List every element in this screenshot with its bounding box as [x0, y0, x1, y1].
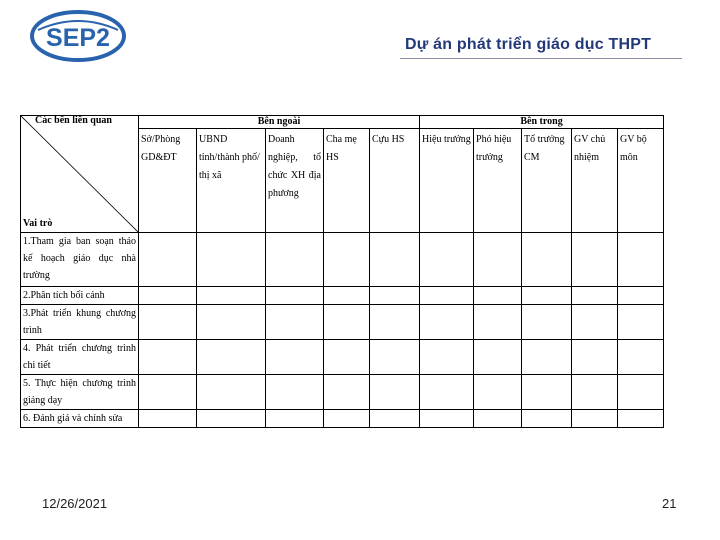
column-header: UBND tỉnh/thành phố/ thị xã — [197, 129, 266, 233]
page-number: 21 — [662, 496, 677, 511]
table-row — [21, 233, 664, 287]
column-header: Phó hiệu trưởng — [474, 129, 522, 233]
sep2-logo — [30, 10, 126, 62]
column-header: GV chủ nhiệm — [572, 129, 618, 233]
corner-header-cell — [21, 116, 139, 233]
project-title: Dự án phát triển giáo dục THPT — [405, 36, 652, 53]
table-row — [21, 410, 664, 428]
corner-label-stakeholders: Các bên liên quan — [35, 115, 112, 126]
row-label: 1.Tham gia ban soạn thảo kế hoạch giáo dục nhà trường — [21, 233, 139, 287]
column-header: Cựu HS — [370, 129, 420, 233]
row-label: 4. Phát triển chương trình chi tiết — [21, 340, 139, 375]
row-label: 5. Thực hiện chương trình giảng dạy — [21, 375, 139, 410]
group-header-outside: Bên ngoài — [139, 116, 420, 129]
stakeholder-role-table — [20, 115, 664, 428]
column-header: GV bộ môn — [618, 129, 664, 233]
corner-label-roles: Vai trò — [23, 218, 53, 229]
title-divider — [400, 58, 682, 59]
group-header-inside: Bên trong — [420, 116, 664, 129]
column-header: Tổ trưởng CM — [522, 129, 572, 233]
column-header: Cha mẹ HS — [324, 129, 370, 233]
logo-text: SEP2 — [46, 24, 110, 52]
table-row — [21, 375, 664, 410]
row-label: 6. Đánh giá và chỉnh sửa — [21, 410, 139, 428]
table-row — [21, 287, 664, 305]
row-label: 2.Phân tích bối cảnh — [21, 287, 139, 305]
footer-date: 12/26/2021 — [42, 496, 108, 511]
column-header: Sở/Phòng GD&ĐT — [139, 129, 197, 233]
row-label: 3.Phát triển khung chương trình — [21, 305, 139, 340]
table-row — [21, 305, 664, 340]
table-row — [21, 340, 664, 375]
diagonal-line — [21, 116, 138, 232]
column-header: Hiệu trưởng — [420, 129, 474, 233]
column-header: Doanh nghiệp, tổ chức XH địa phương — [266, 129, 324, 233]
